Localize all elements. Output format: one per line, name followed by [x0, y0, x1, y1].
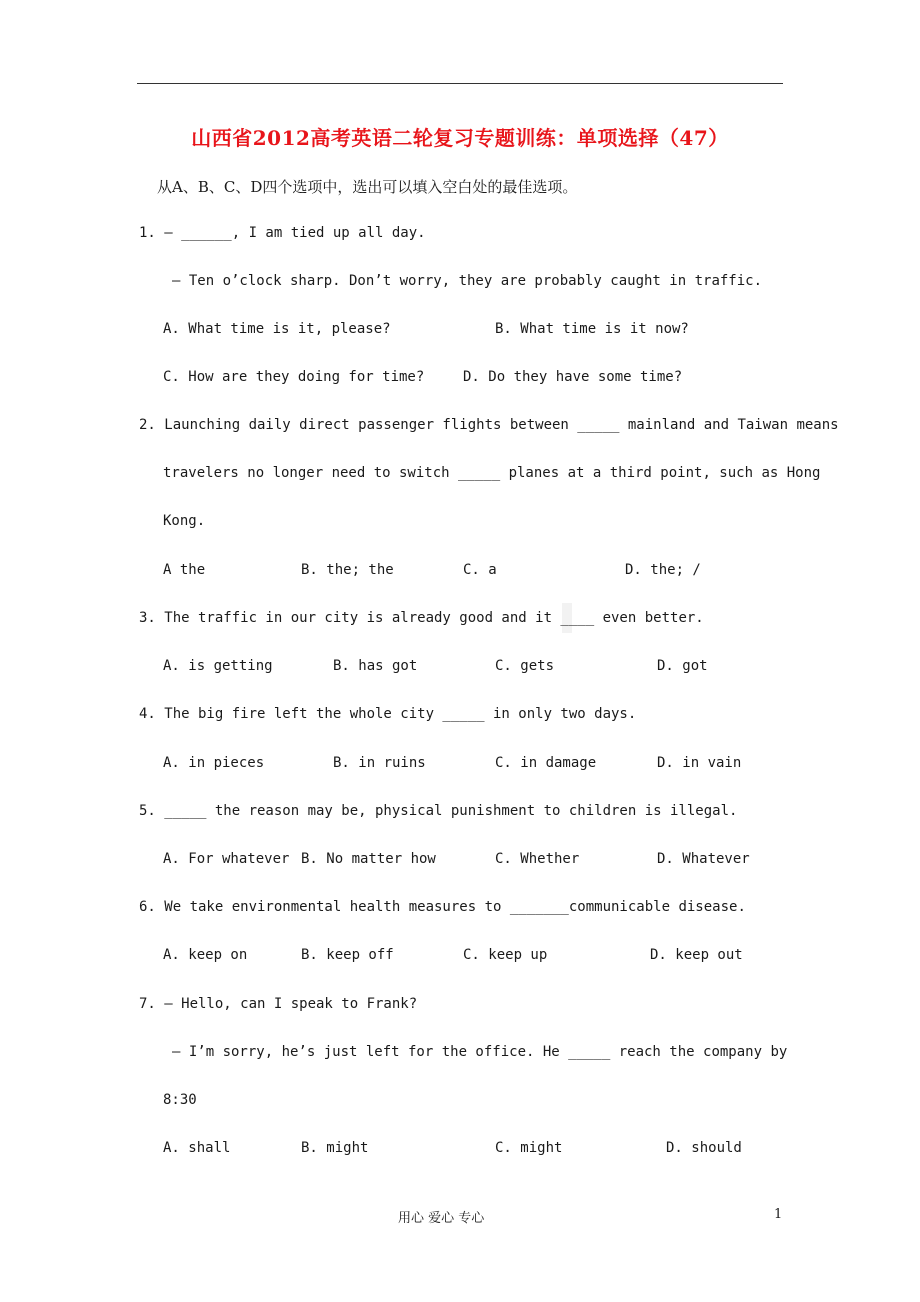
question-2-stem-cont: travelers no longer need to switch _____ planes at a third point, such as Hong	[163, 465, 821, 481]
question-1-option-c: C. How are they doing for time?	[163, 369, 425, 385]
question-7-option-a: A. shall	[163, 1140, 231, 1156]
footer-motto: 用心 爱心 专心	[398, 1211, 485, 1226]
question-1-stem: 1. — ______, I am tied up all day.	[139, 225, 426, 241]
question-6-stem: 6. We take environmental health measures to _______communicable disease.	[139, 899, 746, 915]
question-5-option-c: C. Whether	[495, 851, 580, 867]
question-1-option-b: B. What time is it now?	[495, 321, 689, 337]
question-5-option-d: D. Whatever	[657, 851, 750, 867]
question-4-option-a: A. in pieces	[163, 755, 265, 771]
question-3-stem: 3. The traffic in our city is already good and it ____ even better.	[139, 610, 704, 626]
question-6-option-d: D. keep out	[650, 947, 743, 963]
question-7-stem: 7. — Hello, can I speak to Frank?	[139, 996, 418, 1012]
question-3-option-c: C. gets	[495, 658, 555, 674]
question-5-option-b: B. No matter how	[301, 851, 436, 867]
question-2-option-b: B. the; the	[301, 562, 394, 578]
question-7-option-d: D. should	[666, 1140, 742, 1156]
question-2-option-c: C. a	[463, 562, 497, 578]
question-6-option-a: A. keep on	[163, 947, 248, 963]
question-4-option-b: B. in ruins	[333, 755, 426, 771]
question-6-option-b: B. keep off	[301, 947, 394, 963]
question-1-option-a: A. What time is it, please?	[163, 321, 391, 337]
question-2-stem-end: Kong.	[163, 513, 206, 529]
instructions: 从A、B、C、D四个选项中，选出可以填入空白处的最佳选项。	[157, 178, 578, 196]
question-4-stem: 4. The big fire left the whole city _____ in only two days.	[139, 706, 637, 722]
question-3-option-b: B. has got	[333, 658, 418, 674]
question-3-option-d: D. got	[657, 658, 708, 674]
question-3-option-a: A. is getting	[163, 658, 273, 674]
question-4-option-c: C. in damage	[495, 755, 597, 771]
question-1-reply: — Ten o’clock sharp. Don’t worry, they are probably caught in traffic.	[172, 273, 763, 289]
question-6-option-c: C. keep up	[463, 947, 548, 963]
question-7-reply-end: 8:30	[163, 1092, 197, 1108]
question-5-stem: 5. _____ the reason may be, physical punishment to children is illegal.	[139, 803, 738, 819]
question-7-option-c: C. might	[495, 1140, 563, 1156]
question-7-reply: — I’m sorry, he’s just left for the office. He _____ reach the company by	[172, 1044, 788, 1060]
question-4-option-d: D. in vain	[657, 755, 742, 771]
question-1-option-d: D. Do they have some time?	[463, 369, 683, 385]
question-2-option-d: D. the; /	[625, 562, 701, 578]
question-7-option-b: B. might	[301, 1140, 369, 1156]
question-2-stem: 2. Launching daily direct passenger flights between _____ mainland and Taiwan means	[139, 417, 839, 433]
header-rule	[137, 83, 783, 84]
question-2-option-a: A the	[163, 562, 206, 578]
page-number: 1	[774, 1207, 783, 1222]
question-5-option-a: A. For whatever	[163, 851, 290, 867]
document-title: 山西省2012高考英语二轮复习专题训练：单项选择（47）	[191, 126, 729, 150]
